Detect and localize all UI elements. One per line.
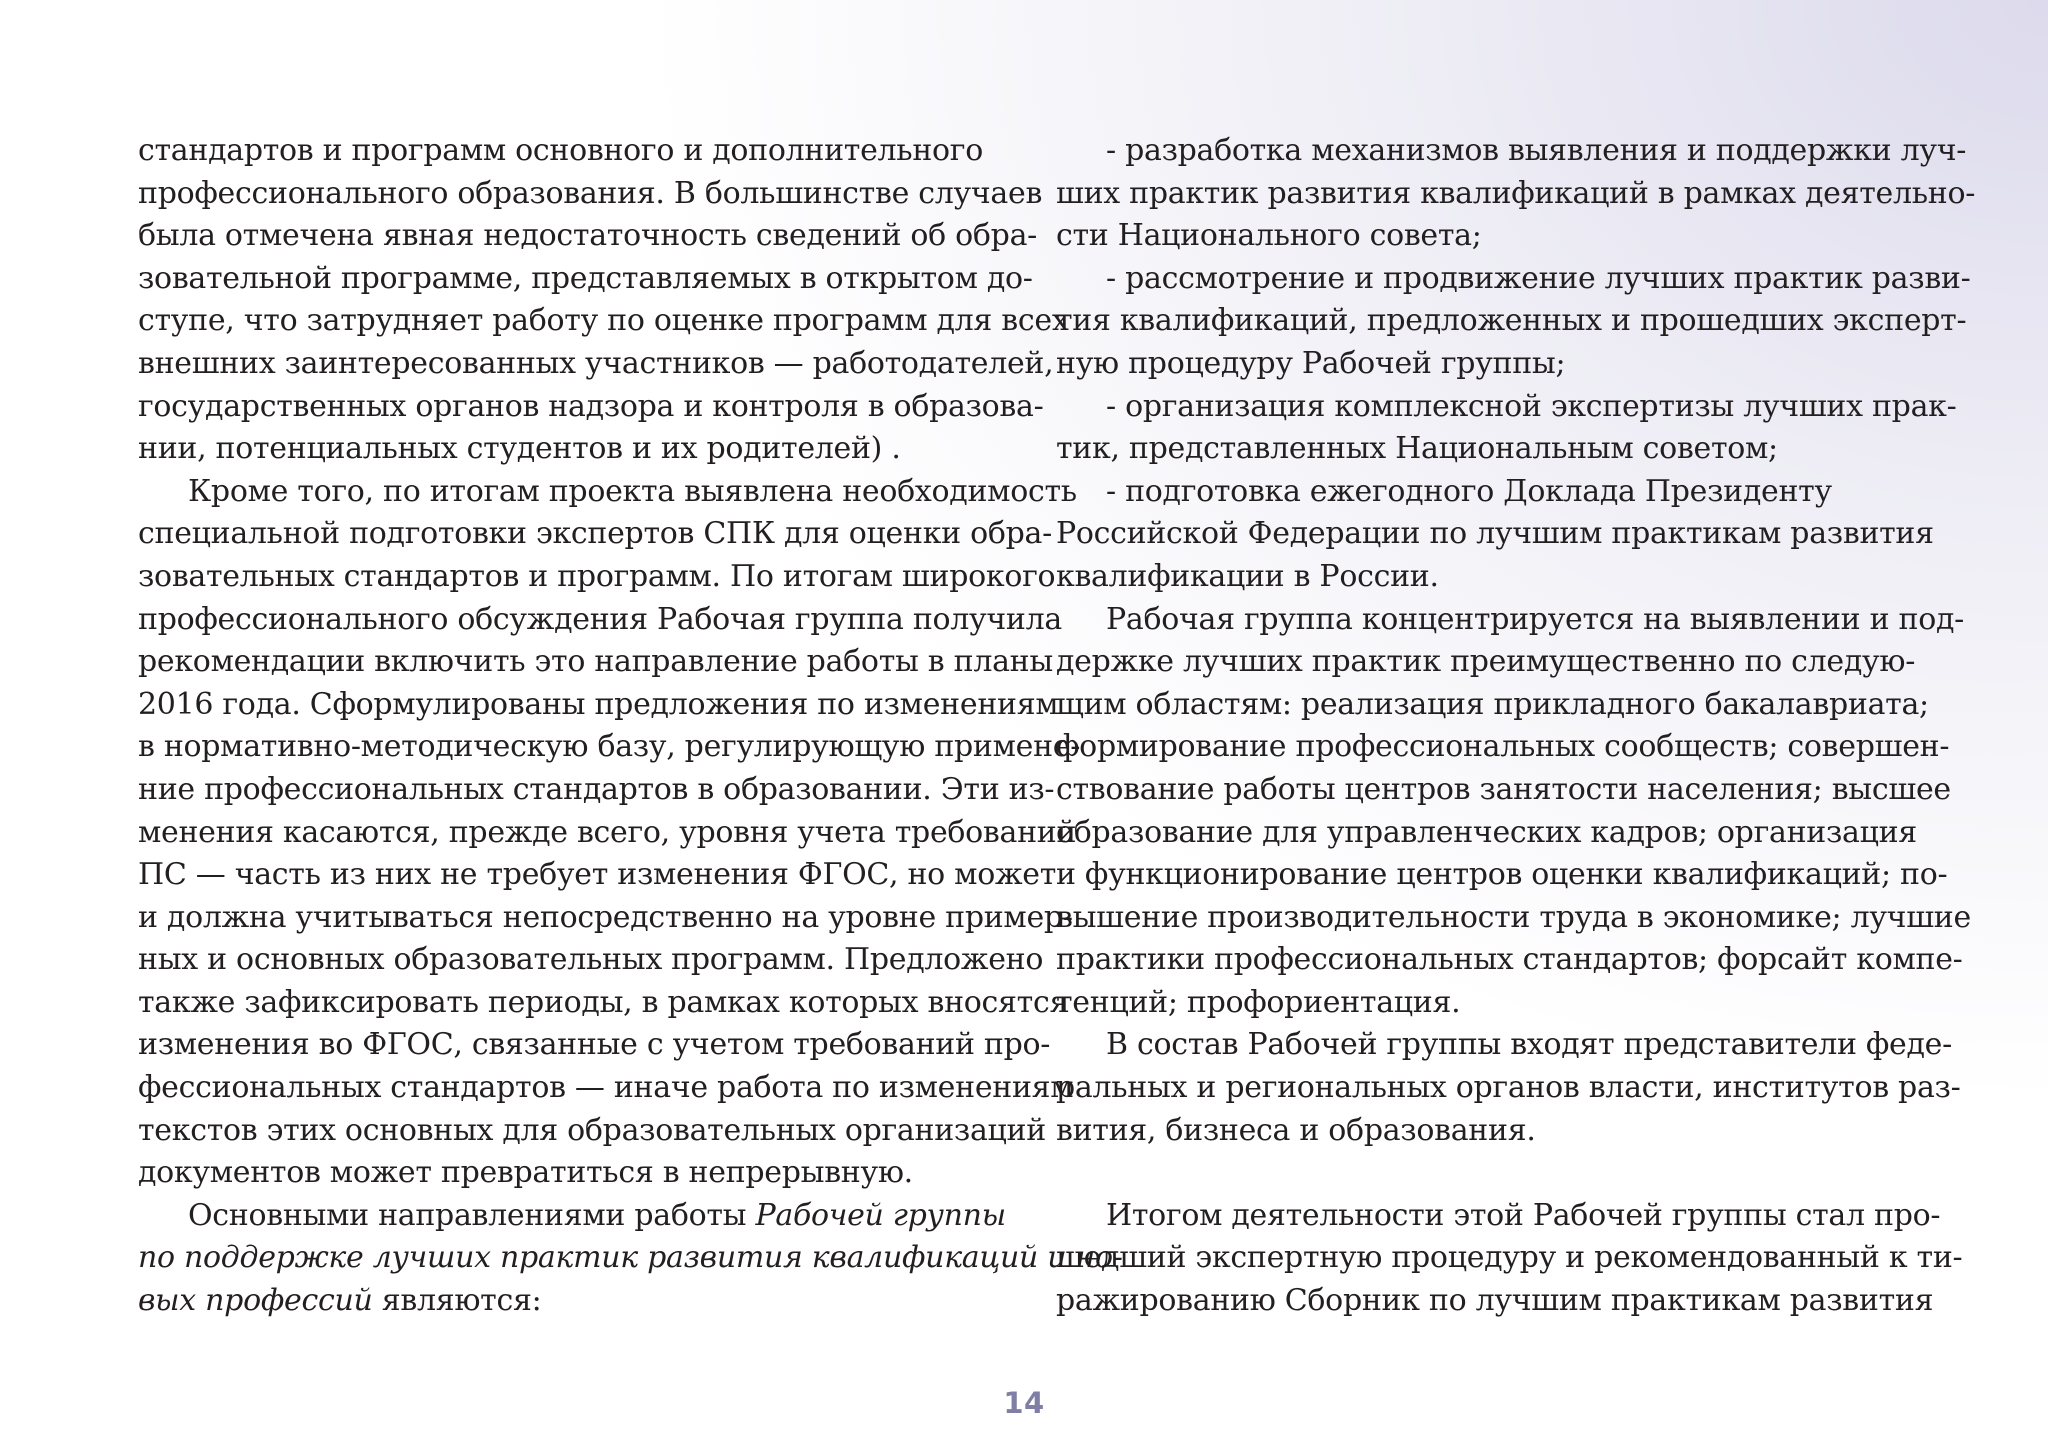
text-line: государственных органов надзора и контроля в образова- [138,388,1044,424]
text-line: текстов этих основных для образовательных организаций [138,1112,1046,1148]
text-line: была отмечена явная недостаточность сведений об обра- [138,218,1038,254]
text-line: тик, представленных Национальным советом; [1056,431,1778,467]
text-line: ную процедуру Рабочей группы; [1056,345,1566,381]
text-line: ных и основных образовательных программ. Предложено [138,942,1044,978]
text-line: формирование профессиональных сообществ; совершен- [1056,729,1950,765]
text-line: Итогом деятельности этой Рабочей группы стал про- [1106,1197,1941,1233]
text-line: - разработка механизмов выявления и поддержки луч- [1106,133,1967,168]
text-line: также зафиксировать периоды, в рамках которых вносятся [138,984,1069,1020]
text-line: специальной подготовки экспертов СПК для оценки обра- [138,516,1052,552]
text-run-italic: вых профессий [138,1283,373,1319]
text-line: фессиональных стандартов — иначе работа по изменениям [138,1070,1074,1106]
text-line: ствование работы центров занятости населения; высшее [1056,771,1951,807]
text-line: профессионального образования. В большинстве случаев [138,175,1043,211]
text-line: - подготовка ежегодного Доклада Президенту [1106,473,1832,509]
text-line: и функционирование центров оценки квалификаций; по- [1056,857,1948,893]
text-line: тенций; профориентация. [1056,984,1461,1020]
text-line: Российской Федерации по лучшим практикам развития [1056,516,1934,552]
text-line: Кроме того, по итогам проекта выявлена необходимость [188,473,1077,509]
text-line: образование для управленческих кадров; организация [1056,814,1917,850]
text-line: ражированию Сборник по лучшим практикам развития [1056,1283,1934,1319]
text-line: стандартов и программ основного и дополнительного [138,133,983,168]
paragraph-gap [1056,1152,1936,1195]
text-run: являются: [372,1283,542,1319]
text-line: нии, потенциальных студентов и их родителей) . [138,431,901,467]
text-line: шедший экспертную процедуру и рекомендованный к ти- [1056,1240,1963,1276]
page-number-badge [989,1368,1059,1438]
text-line: практики профессиональных стандартов; форсайт компе- [1056,942,1963,978]
page-number: 14 [1003,1386,1045,1420]
text-line-mixed [138,1280,1018,1323]
text-line-mixed [138,1195,1018,1238]
text-line: ступе, что затрудняет работу по оценке программ для всех [138,303,1069,339]
text-line: ших практик развития квалификаций в рамках деятельно- [1056,175,1976,211]
text-line: - рассмотрение и продвижение лучших практик разви- [1106,260,1971,296]
text-line: и должна учитываться непосредственно на уровне пример- [138,899,1073,935]
text-run: Основными направлениями работы [188,1197,756,1233]
text-line: держке лучших практик преимущественно по следую- [1056,644,1916,680]
text-line: вития, бизнеса и образования. [1056,1112,1536,1148]
text-line: 2016 года. Сформулированы предложения по изменениям [138,686,1059,722]
text-line: зовательной программе, представляемых в открытом до- [138,260,1033,296]
text-line: В состав Рабочей группы входят представители феде- [1106,1027,1952,1063]
left-column [138,130,1123,1323]
text-line: тия квалификаций, предложенных и прошедших эксперт- [1056,303,1967,339]
text-line: - организация комплексной экспертизы лучших прак- [1106,388,1957,424]
text-line: щим областям: реализация прикладного бакалавриата; [1056,686,1929,722]
text-line: менения касаются, прежде всего, уровня учета требований [138,814,1077,850]
text-line: документов может превратиться в непрерывную. [138,1155,913,1191]
text-line: ральных и региональных органов власти, институтов раз- [1056,1070,1961,1106]
text-line: зовательных стандартов и программ. По итогам широкого [138,558,1056,594]
text-line: Рабочая группа концентрируется на выявлении и под- [1106,601,1965,637]
text-line: сти Национального совета; [1056,218,1482,254]
text-line: в нормативно-методическую базу, регулирующую примене- [138,729,1081,765]
text-run-italic: Рабочей группы [755,1197,1006,1233]
text-line: профессионального обсуждения Рабочая группа получила [138,601,1062,637]
text-line: ние профессиональных стандартов в образовании. Эти из- [138,771,1055,807]
text-line: внешних заинтересованных участников — работодателей, [138,345,1054,381]
text-line: ПС — часть из них не требует изменения ФГОС, но может [138,857,1057,893]
text-line: вышение производительности труда в экономике; лучшие [1056,899,1971,935]
text-line-italic: по поддержке лучших практик развития квалификаций и но- [138,1240,1123,1276]
text-line: квалификации в России. [1056,558,1439,594]
text-line: рекомендации включить это направление работы в планы [138,644,1053,680]
text-line: изменения во ФГОС, связанные с учетом требований про- [138,1027,1051,1063]
right-column [1056,130,1976,1323]
